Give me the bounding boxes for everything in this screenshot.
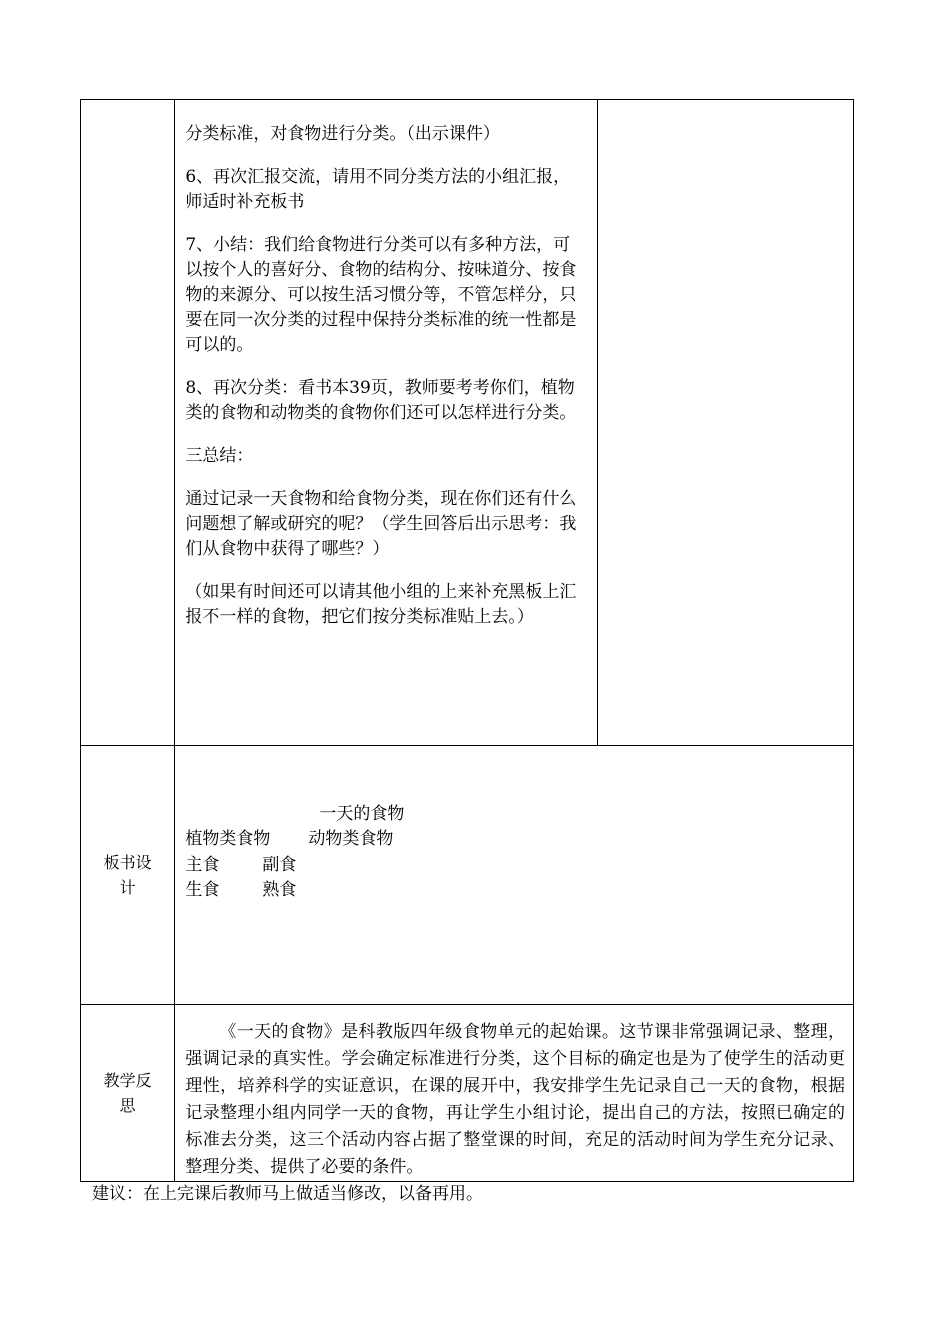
reflection-text: 《一天的食物》是科教版四年级食物单元的起始课。这节课非常强调记录、整理，强调记录的真实性。学会确定标准进行分类，这个目标的确定也是为了使学生的活动更理性，培养科学的实证意识，在课的展开中，我安排学生先记录自己一天的食物，根据记录整理小组内同学一天的食物，再让学生小组讨论，提出自己的方法，按照已确定的标准去分类，这三个活动内容占据了整堂课的时间，充足的活动时间为学生充分记录、整理分类、提供了必要的条件。 [185,1022,845,1177]
board-cooked-food: 熟食 [262,880,297,900]
procedure-paragraph: （如果有时间还可以请其他小组的上来补充黑板上汇报不一样的食物，把它们按分类标准贴上去。） [185,582,577,627]
procedure-paragraph: 分类标准，对食物进行分类。（出示课件） [185,124,500,144]
reflection-content-cell [175,1005,854,1182]
procedure-content-cell [175,100,598,746]
board-design-label-cell [81,746,175,1005]
board-animal-category: 动物类食物 [308,829,394,849]
procedure-paragraph: 三总结： [185,446,254,466]
procedure-label-cell [81,100,175,746]
board-plant-category: 植物类食物 [185,829,271,849]
procedure-paragraph: 7、小结：我们给食物进行分类可以有多种方法，可以按个人的喜好分、食物的结构分、按味道分、按食物的来源分、可以按生活习惯分等，不管怎样分，只要在同一次分类的过程中保持分类标准的统一性都是可以的。 [185,235,577,355]
board-design-content-cell [175,746,854,1005]
procedure-notes-cell [597,100,853,746]
footer-note: 建议：在上完课后教师马上做适当修改，以备再用。 [92,1184,483,1204]
board-design-label: 板书设计 [103,853,152,897]
board-raw-food: 生食 [185,880,220,900]
reflection-label: 教学反思 [103,1071,152,1115]
board-design-row [81,746,854,1005]
procedure-row [81,100,854,746]
board-staple-food: 主食 [185,855,220,875]
lesson-plan-table [80,99,854,1182]
board-side-dish: 副食 [262,855,297,875]
board-title: 一天的食物 [319,804,405,824]
procedure-paragraph: 通过记录一天食物和给食物分类，现在你们还有什么问题想了解或研究的呢？（学生回答后出示思考：我们从食物中获得了哪些？） [185,489,577,559]
reflection-label-cell [81,1005,175,1182]
reflection-row [81,1005,854,1182]
procedure-paragraph: 8、再次分类：看书本39页，教师要考考你们，植物类的食物和动物类的食物你们还可以怎样进行分类。 [185,378,577,423]
procedure-paragraph: 6、再次汇报交流，请用不同分类方法的小组汇报，师适时补充板书 [185,167,571,212]
